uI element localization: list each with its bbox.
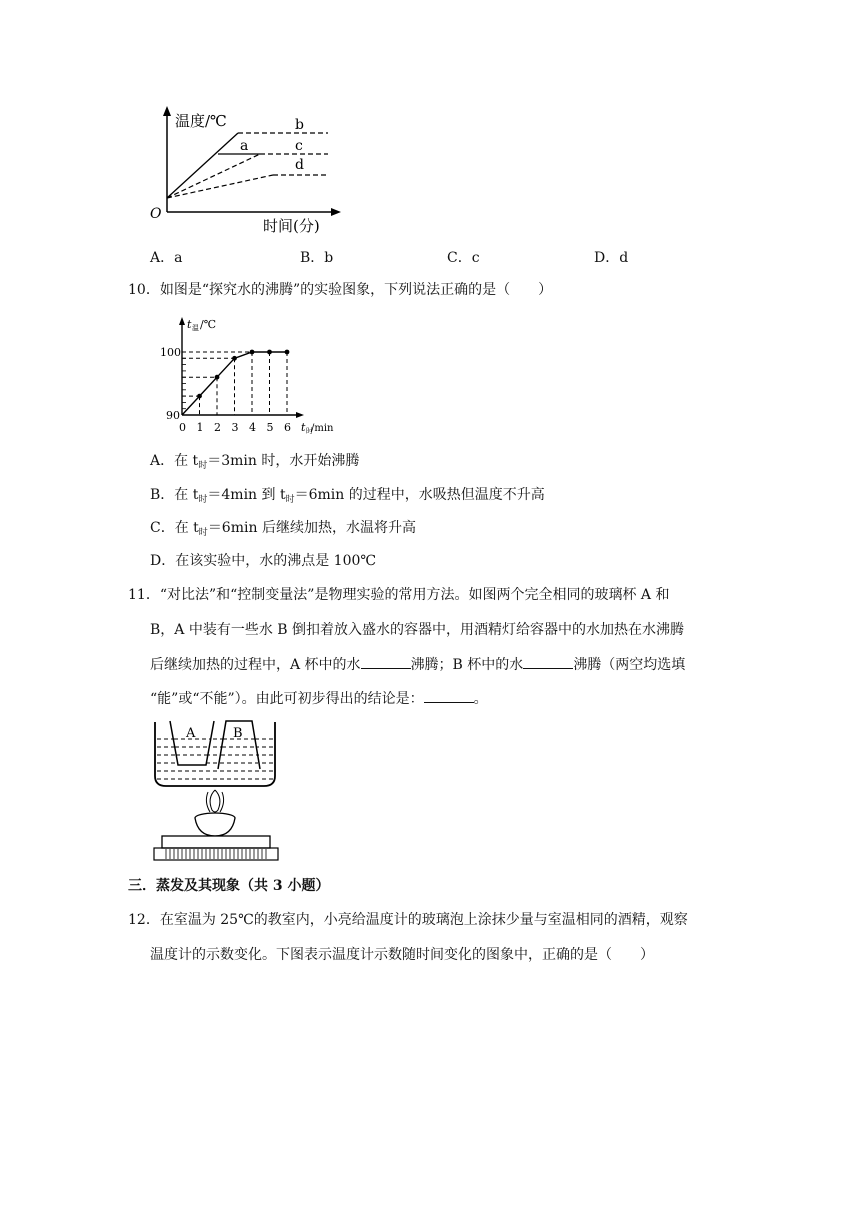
q11-blank-3[interactable] bbox=[424, 688, 474, 703]
q11-blank-2[interactable] bbox=[523, 654, 573, 669]
x-label-sub: 时 bbox=[306, 427, 313, 435]
q11-number: 11． bbox=[128, 587, 160, 603]
x-tick-label: 4 bbox=[249, 421, 256, 434]
q11-line-4 bbox=[150, 688, 488, 709]
data-point bbox=[250, 350, 255, 355]
y-axis-arrow bbox=[179, 317, 185, 325]
q10-option-b-prefix: B．在 t bbox=[150, 487, 199, 503]
origin-label: O bbox=[150, 206, 162, 222]
q12-line-1 bbox=[128, 910, 688, 930]
q9-option-b[interactable]: B．b bbox=[300, 250, 334, 266]
q11-line-4a: “能”或“不能”）。由此可初步得出的结论是： bbox=[150, 691, 424, 707]
q11-line-1-text: “对比法”和“控制变量法”是物理实验的常用方法。如图两个完全相同的玻璃杯 A 和 bbox=[159, 587, 670, 603]
q9-option-a[interactable]: A．a bbox=[150, 250, 183, 266]
y-label-t: t bbox=[187, 318, 192, 331]
q10-option-a-rest: ＝3min 时，水开始沸腾 bbox=[207, 453, 360, 469]
figure-temperature-time-graph bbox=[145, 100, 355, 235]
x-axis-arrow bbox=[331, 208, 341, 216]
q10-option-d[interactable]: D．在该实验中，水的沸点是 100℃ bbox=[150, 553, 377, 569]
x-tick-label: 5 bbox=[266, 421, 274, 434]
q10-option-a-sub: 时 bbox=[198, 461, 208, 471]
q10-option-c-sub: 时 bbox=[198, 528, 208, 538]
stand-hatching bbox=[166, 849, 266, 859]
q12-line-1-text: 在室温为 25℃的教室内，小亮给温度计的玻璃泡上涂抹少量与室温相同的酒精，观察 bbox=[159, 912, 688, 928]
curve-d-rise bbox=[167, 175, 273, 198]
q11-line-3 bbox=[150, 654, 685, 675]
data-point bbox=[232, 356, 237, 361]
cup-a-label: A bbox=[186, 726, 196, 741]
alcohol-lamp bbox=[195, 818, 235, 836]
x-axis-label: 时间(分) bbox=[263, 217, 320, 235]
figure-boiling-chart bbox=[160, 315, 345, 440]
data-point bbox=[197, 394, 202, 399]
q11-line-3b: 沸腾；B 杯中的水 bbox=[410, 657, 524, 673]
q9-option-c[interactable]: C．c bbox=[447, 250, 480, 266]
q12-number: 12． bbox=[128, 912, 160, 928]
q11-line-2: B，A 中装有一些水 B 倒扣着放入盛水的容器中，用酒精灯给容器中的水加热在水沸腾 bbox=[150, 622, 685, 638]
section-3-title: 三．蒸发及其现象（共 3 小题） bbox=[128, 878, 330, 894]
q11-line-3c: 沸腾（两空均选填 bbox=[573, 657, 686, 673]
q10-option-b[interactable] bbox=[150, 485, 545, 510]
curve-label-b: b bbox=[295, 117, 304, 133]
y-axis-label: 温度/℃ bbox=[175, 112, 227, 130]
q10-option-c-prefix: C．在 t bbox=[150, 520, 199, 536]
x-tick-label: 6 bbox=[284, 421, 291, 434]
y-axis-arrow bbox=[163, 106, 171, 116]
q10-option-c[interactable] bbox=[150, 518, 416, 543]
curve-label-d: d bbox=[295, 157, 304, 173]
q10-option-b-rest: ＝6min 的过程中，水吸热但温度不升高 bbox=[294, 487, 545, 503]
q9-options bbox=[150, 247, 650, 267]
y-label-unit: /℃ bbox=[200, 318, 217, 331]
x-tick-label: 1 bbox=[196, 421, 204, 434]
curve-c-rise bbox=[167, 154, 260, 198]
cup-b-label: B bbox=[233, 726, 243, 741]
y-tick-label: 90 bbox=[166, 409, 180, 422]
data-point bbox=[285, 350, 290, 355]
data-point bbox=[215, 375, 220, 380]
x-label-t: t bbox=[301, 421, 306, 434]
q10-option-b-sub2: 时 bbox=[285, 495, 295, 505]
q9-option-d[interactable]: D．d bbox=[594, 250, 629, 266]
curve-label-c: c bbox=[295, 138, 303, 154]
q11-blank-1[interactable] bbox=[361, 654, 411, 669]
q11-line-3a: 后继续加热的过程中，A 杯中的水 bbox=[150, 657, 361, 673]
stand-foot bbox=[154, 848, 278, 860]
q10-number: 10． bbox=[128, 282, 160, 298]
x-axis-arrow bbox=[296, 412, 304, 418]
curve-label-a: a bbox=[240, 138, 249, 154]
q10-option-b-mid: ＝4min 到 t bbox=[207, 487, 286, 503]
boiling-chart-plot bbox=[160, 317, 304, 434]
figure-beaker-apparatus bbox=[150, 718, 280, 863]
x-tick-label: 3 bbox=[231, 421, 239, 434]
q10-option-a[interactable] bbox=[150, 451, 359, 476]
curve-b-rise bbox=[167, 133, 238, 198]
data-point bbox=[267, 350, 272, 355]
q11-line-1 bbox=[128, 585, 669, 605]
stand-base bbox=[162, 836, 270, 848]
y-tick-label: 100 bbox=[160, 346, 181, 359]
q10-option-a-prefix: A．在 t bbox=[150, 453, 199, 469]
y-label-sub: 温 bbox=[192, 324, 199, 332]
x-tick-label: 0 bbox=[179, 421, 186, 434]
x-label-unit: /min bbox=[311, 423, 334, 434]
q10-stem bbox=[128, 280, 552, 300]
q12-line-2: 温度计的示数变化。下图表示温度计示数随时间变化的图象中，正确的是（ ） bbox=[150, 947, 654, 963]
q10-stem-text: 如图是“探究水的沸腾”的实验图象，下列说法正确的是（ ） bbox=[159, 282, 553, 298]
x-tick-label: 2 bbox=[214, 421, 221, 434]
q11-line-4b: 。 bbox=[473, 691, 488, 707]
q10-option-b-sub: 时 bbox=[198, 495, 208, 505]
q10-option-c-rest: ＝6min 后继续加热，水温将升高 bbox=[207, 520, 416, 536]
